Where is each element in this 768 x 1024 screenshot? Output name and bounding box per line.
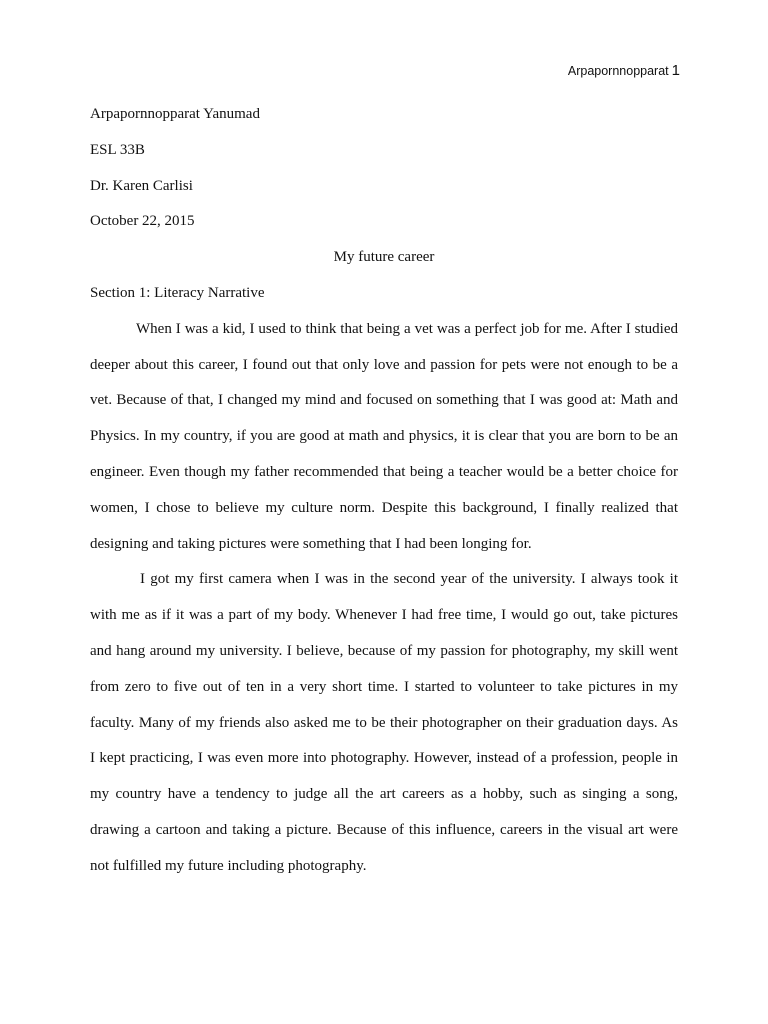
paragraph-line: faculty. Many of my friends also asked me to be their photographer on their graduation days. As: [90, 714, 678, 731]
paragraph-line: not fulfilled my future including photography.: [90, 857, 367, 874]
paragraph-line: women, I chose to believe my culture norm. Despite this background, I finally realized that: [90, 499, 678, 516]
paragraph-line: vet. Because of that, I changed my mind and focused on something that I was good at: Math and: [90, 392, 678, 409]
document-date: October 22, 2015: [90, 213, 195, 230]
document-body: [90, 97, 678, 885]
paragraph-line: I kept practicing, I was even more into photography. However, instead of a profession, people in: [90, 750, 678, 767]
paragraph-line: engineer. Even though my father recommended that being a teacher would be a better choice for: [90, 463, 678, 480]
paragraph-line: and hang around my university. I believe, because of my passion for photography, my skill went: [90, 642, 678, 659]
author-name: Arpapornnopparat Yanumad: [90, 106, 260, 122]
document-title: My future career: [333, 249, 435, 266]
paragraph-line: When I was a kid, I used to think that being a vet was a perfect job for me. After I studied: [136, 320, 678, 337]
header-surname: Arpapornnopparat: [567, 64, 669, 78]
course-name: ESL 33B: [90, 141, 145, 158]
paragraph-2: [90, 562, 678, 884]
paragraph-line: Physics. In my country, if you are good at math and physics, it is clear that you are born to be an: [90, 428, 678, 445]
instructor-name: Dr. Karen Carlisi: [90, 177, 193, 194]
paragraph-line: from zero to five out of ten in a very short time. I started to volunteer to take pictures in my: [90, 678, 678, 695]
section-heading: Section 1: Literacy Narrative: [90, 284, 265, 301]
running-header: [568, 62, 680, 79]
page-number: 1: [671, 62, 680, 79]
paragraph-line: with me as if it was a part of my body. Whenever I had free time, I would go out, take pictures: [90, 607, 678, 624]
paragraph-1: [90, 312, 678, 563]
paragraph-line: deeper about this career, I found out that only love and passion for pets were not enough to be a: [90, 356, 678, 373]
paragraph-line: I got my first camera when I was in the second year of the university. I always took it: [140, 571, 678, 588]
paragraph-line: my country have a tendency to judge all the art careers as a hobby, such as singing a song,: [90, 786, 678, 803]
paragraph-line: drawing a cartoon and taking a picture. Because of this influence, careers in the visual art were: [90, 821, 678, 838]
paragraph-line: designing and taking pictures were something that I had been longing for.: [90, 535, 532, 552]
